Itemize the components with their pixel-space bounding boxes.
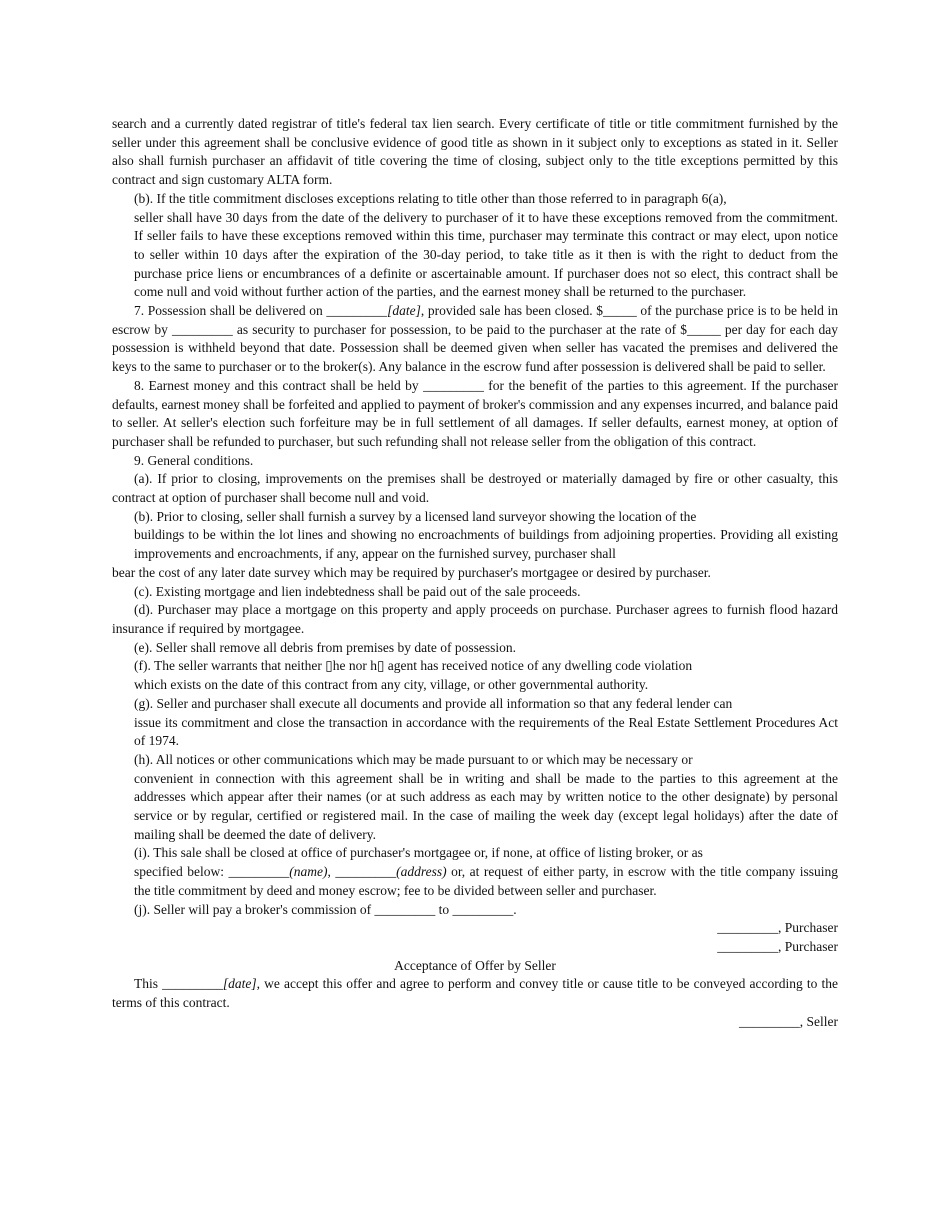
p9f-body: which exists on the date of this contract from any city, village, or other governmental authority. [134, 677, 649, 693]
paragraph-9g [112, 695, 838, 751]
acceptance-text-b: , we accept this offer and agree to perform and convey title or cause title to be conveyed according to the terms of this contract. [112, 976, 838, 1011]
paragraph-6b [112, 190, 838, 302]
paragraph-9e: (e). Seller shall remove all debris from premises by date of possession. [134, 639, 517, 655]
paragraph-9h [112, 751, 838, 845]
contract-body [112, 115, 838, 1031]
paragraph-9b [112, 508, 838, 583]
p7-text-a: 7. Possession shall be delivered on _________ [134, 303, 388, 319]
paragraph-9-heading: 9. General conditions. [134, 452, 254, 468]
p9h-first-line: (h). All notices or other communications which may be made pursuant to or which may be necessary or [134, 751, 693, 767]
purchaser-signature-2: _________, Purchaser [717, 938, 838, 954]
p9i-address-placeholder: (address) [396, 864, 447, 880]
p9i-name-placeholder: (name) [289, 864, 328, 880]
p9g-first-line: (g). Seller and purchaser shall execute all documents and provide all information so that any federal lender can [134, 695, 733, 711]
p9f-first-line: (f). The seller warrants that neither ▯he nor h▯ agent has received notice of any dwelling code violation [134, 658, 693, 674]
p9i-first-line: (i). This sale shall be closed at office of purchaser's mortgagee or, if none, at office of listing broker, or as [134, 845, 703, 861]
p9i-text-b: , _________ [327, 864, 397, 880]
p9i-body [112, 863, 838, 900]
paragraph-9d: (d). Purchaser may place a mortgage on this property and apply proceeds on purchase. Purchaser agrees to furnish flood hazard insurance if required by mortgagee. [112, 602, 838, 636]
seller-signature: _________, Seller [739, 1013, 838, 1029]
paragraph-6b-first-line: (b). If the title commitment discloses exceptions relating to title other than those referred to in paragraph 6(a), [134, 190, 727, 206]
paragraph-9j: (j). Seller will pay a broker's commission of _________ to _________. [134, 901, 517, 917]
p9b-first-line: (b). Prior to closing, seller shall furnish a survey by a licensed land surveyor showing the location of the [134, 508, 697, 524]
paragraph-9c: (c). Existing mortgage and lien indebtedness shall be paid out of the sale proceeds. [134, 583, 581, 599]
acceptance-heading: Acceptance of Offer by Seller [394, 957, 556, 973]
paragraph-6b-body: seller shall have 30 days from the date of the delivery to purchaser of it to have these exceptions removed from the commitment. If seller fails to have these exceptions removed within this time, purchaser may terminate this contract or may elect, upon notice to seller within 10 days after the expiration of the 30-day period, to take title as it then is with the right to deduct from the purchase price liens or encumbrances of a definite or ascertainable amount. If purchaser does not so elect, this contract shall be come null and void without further action of the parties, and the earnest money shall be returned to the purchaser. [134, 209, 838, 300]
p9g-body: issue its commitment and close the transaction in accordance with the requirements of the Real Estate Settlement Procedures Act of 1974. [134, 714, 838, 749]
paragraph-8: 8. Earnest money and this contract shall be held by _________ for the benefit of the parties to this agreement. If the purchaser defaults, earnest money shall be forfeited and applied to payment of broker's commission and any expenses incurred, and balance paid to seller. At seller's election such forfeiture may be in full settlement of all damages. If seller defaults, earnest money, at option of purchaser shall be refunded to purchaser, but such refunding shall not release seller from the obligation of this contract. [112, 377, 838, 449]
paragraph-9a: (a). If prior to closing, improvements on the premises shall be destroyed or materially damaged by fire or other casualty, this contract at option of purchaser shall become null and void. [112, 471, 838, 506]
p9h-body: convenient in connection with this agreement shall be in writing and shall be made to the parties to this agreement at the addresses which appear after their names (or at such address as each may by written notice to the other designate) by personal service or by regular, certified or registered mail. In the case of mailing the week day (except legal holidays) after the date of mailing shall be deemed the date of delivery. [134, 770, 838, 842]
paragraph-6a-continued: search and a currently dated registrar of title's federal tax lien search. Every certificate of title or title commitment furnished by the seller under this agreement shall be conclusive evidence of good title as shown in it subject only to exceptions as stated in it. Seller also shall furnish purchaser an affidavit of title covering the time of closing, subject only to the title exceptions permitted by this contract and sign customary ALTA form. [112, 116, 838, 188]
paragraph-9f [112, 657, 838, 694]
purchaser-signature-1: _________, Purchaser [717, 920, 838, 936]
p9i-text-c: or, at request of either party, in escrow with the title company issuing the title commitment by deed and money escrow; fee to be divided between seller and purchaser. [134, 864, 838, 898]
p7-date-placeholder: [date] [387, 303, 421, 319]
p9b-body: buildings to be within the lot lines and showing no encroachments of buildings from adjoining properties. Providing all existing improvements and encroachments, if any, appear on the furnished survey, purchaser shall [134, 527, 838, 562]
acceptance-text-a: This _________ [134, 976, 223, 992]
paragraph-7 [112, 302, 838, 377]
p9i-text-a: specified below: _________ [134, 864, 290, 880]
acceptance-date-placeholder: [date] [222, 976, 257, 992]
p9b-last-line: bear the cost of any later date survey which may be required by purchaser's mortgagee or desired by purchaser. [112, 564, 711, 580]
paragraph-9i [112, 844, 838, 900]
p7-text-b: , provided sale has been closed. $_____ of the purchase price is to be held in escrow by _________ as security to purchaser for possession, to be paid to the purchaser at the rate of $_____ per day for each day possession is withheld beyond that date. Possession shall be deemed given when seller has vacated the premises and delivered the keys to the same to purchaser or to the broker(s). Any balance in the escrow fund after possession is delivered shall be paid to seller. [112, 303, 838, 375]
acceptance-text [112, 975, 838, 1012]
